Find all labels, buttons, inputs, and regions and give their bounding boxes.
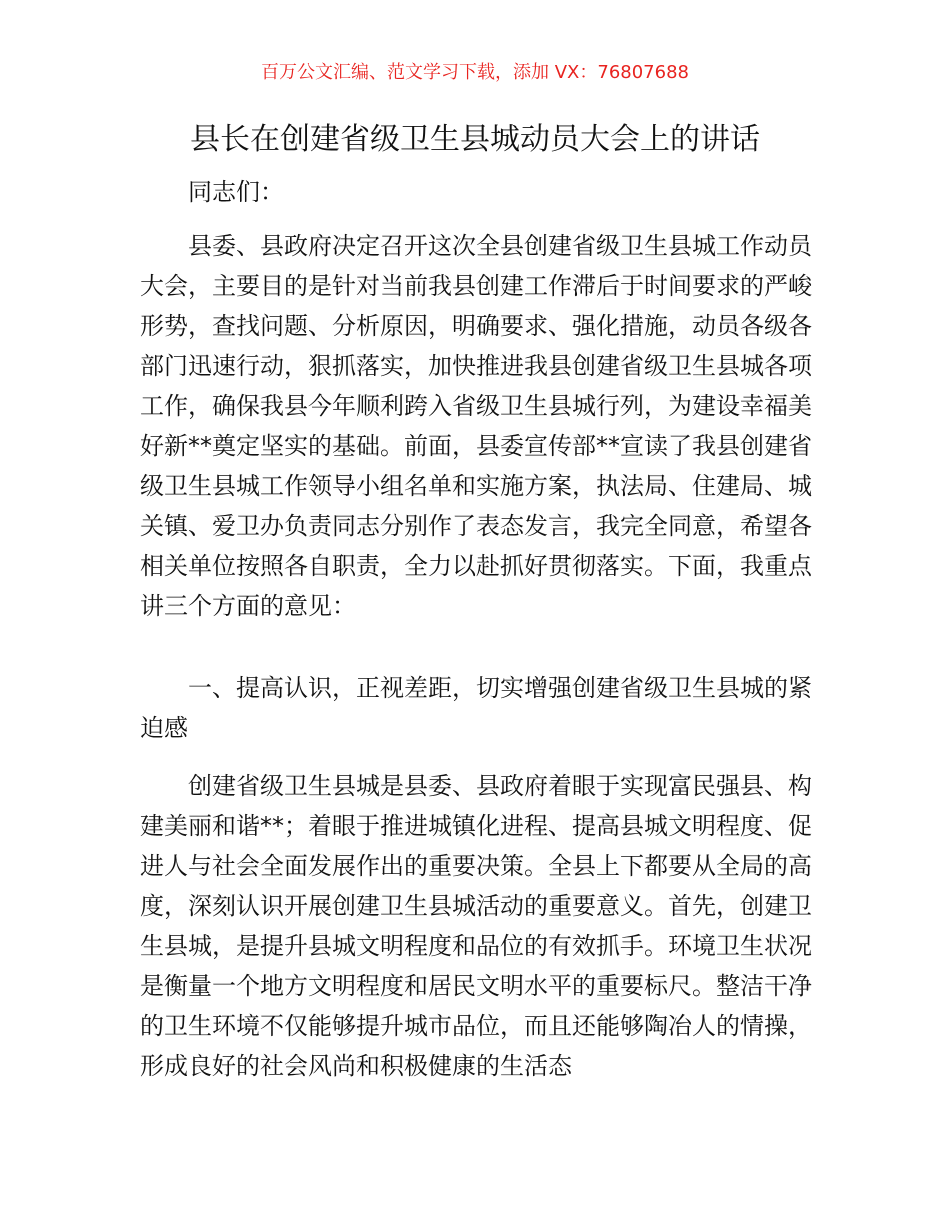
header-note: 百万公文汇编、范文学习下载，添加 VX：76807688 xyxy=(261,62,689,83)
paragraph-section-1: 创建省级卫生县城是县委、县政府着眼于实现富民强县、构建美丽和谐**；着眼于推进城镇化进程、提高县城文明程度、促进人与社会全面发展作出的重要决策。全县上下都要从全局的高度，深刻认识开展创建卫生县城活动的重要意义。首先，创建卫生县城，是提升县城文明程度和品位的有效抓手。环境卫生状况是衡量一个地方文明程度和居民文明水平的重要标尺。整洁干净的卫生环境不仅能够提升城市品位，而且还能够陶冶人的情操，形成良好的社会风尚和积极健康的生活态 xyxy=(140,772,812,1080)
salutation: 同志们： xyxy=(188,178,284,206)
section-heading-1: 一、提高认识，正视差距，切实增强创建省级卫生县城的紧迫感 xyxy=(140,674,812,742)
document-title: 县长在创建省级卫生县城动员大会上的讲话 xyxy=(190,122,760,157)
paragraph-intro: 县委、县政府决定召开这次全县创建省级卫生县城工作动员大会，主要目的是针对当前我县创建工作滞后于时间要求的严峻形势，查找问题、分析原因，明确要求、强化措施，动员各级各部门迅速行动，狠抓落实，加快推进我县创建省级卫生县城各项工作，确保我县今年顺利跨入省级卫生县城行列，为建设幸福美好新**奠定坚实的基础。前面，县委宣传部**宣读了我县创建省级卫生县城工作领导小组名单和实施方案，执法局、住建局、城关镇、爱卫办负责同志分别作了表态发言，我完全同意，希望各相关单位按照各自职责，全力以赴抓好贯彻落实。下面，我重点讲三个方面的意见： xyxy=(140,232,812,620)
